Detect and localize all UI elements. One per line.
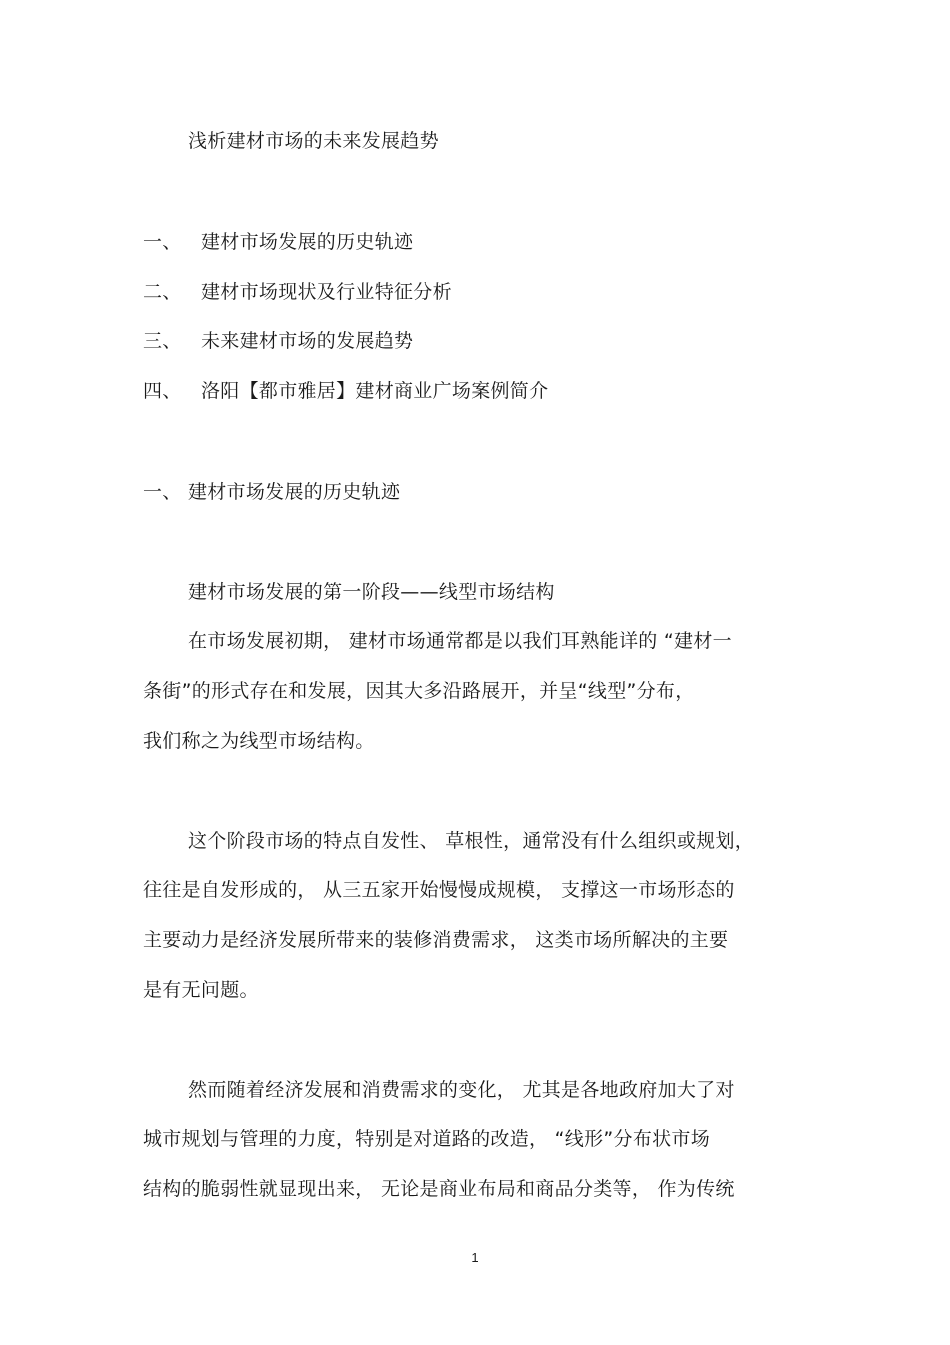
document-title: 浅析建材市场的未来发展趋势 [188,130,439,152]
toc-item-text: 未来建材市场的发展趋势 [201,330,414,352]
subheading: 建材市场发展的第一阶段——线型市场结构 [188,581,555,603]
toc-item-number: 一、 [143,231,182,253]
paragraph-line: 主要动力是经济发展所带来的装修消费需求， 这类市场所解决的主要 [143,929,729,951]
toc-item-number: 二、 [143,281,182,303]
paragraph-line: 结构的脆弱性就显现出来， 无论是商业布局和商品分类等， 作为传统 [143,1178,735,1200]
toc-item-number: 四、 [143,380,182,402]
paragraph-line: 往往是自发形成的， 从三五家开始慢慢成规模， 支撑这一市场形态的 [143,879,735,901]
page-number: 1 [471,1250,479,1265]
paragraph-line: 这个阶段市场的特点自发性、 草根性，通常没有什么组织或规划， [188,830,755,852]
section-heading: 一、 建材市场发展的历史轨迹 [143,481,401,503]
toc-item-number: 三、 [143,330,182,352]
toc-item-text: 建材市场现状及行业特征分析 [201,281,452,303]
paragraph-line: 然而随着经济发展和消费需求的变化， 尤其是各地政府加大了对 [188,1079,735,1101]
paragraph-line: 是有无问题。 [143,979,259,1001]
toc-item-text: 建材市场发展的历史轨迹 [201,231,414,253]
paragraph-line: 在市场发展初期， 建材市场通常都是以我们耳熟能详的 “建材一 [188,630,732,652]
paragraph-line: 城市规划与管理的力度，特别是对道路的改造， “线形”分布状市场 [143,1128,711,1150]
paragraph-line: 条街”的形式存在和发展，因其大多沿路展开，并呈“线型”分布， [143,680,695,702]
paragraph-line: 我们称之为线型市场结构。 [143,730,375,752]
toc-item-text: 洛阳【都市雅居】建材商业广场案例简介 [201,380,549,402]
